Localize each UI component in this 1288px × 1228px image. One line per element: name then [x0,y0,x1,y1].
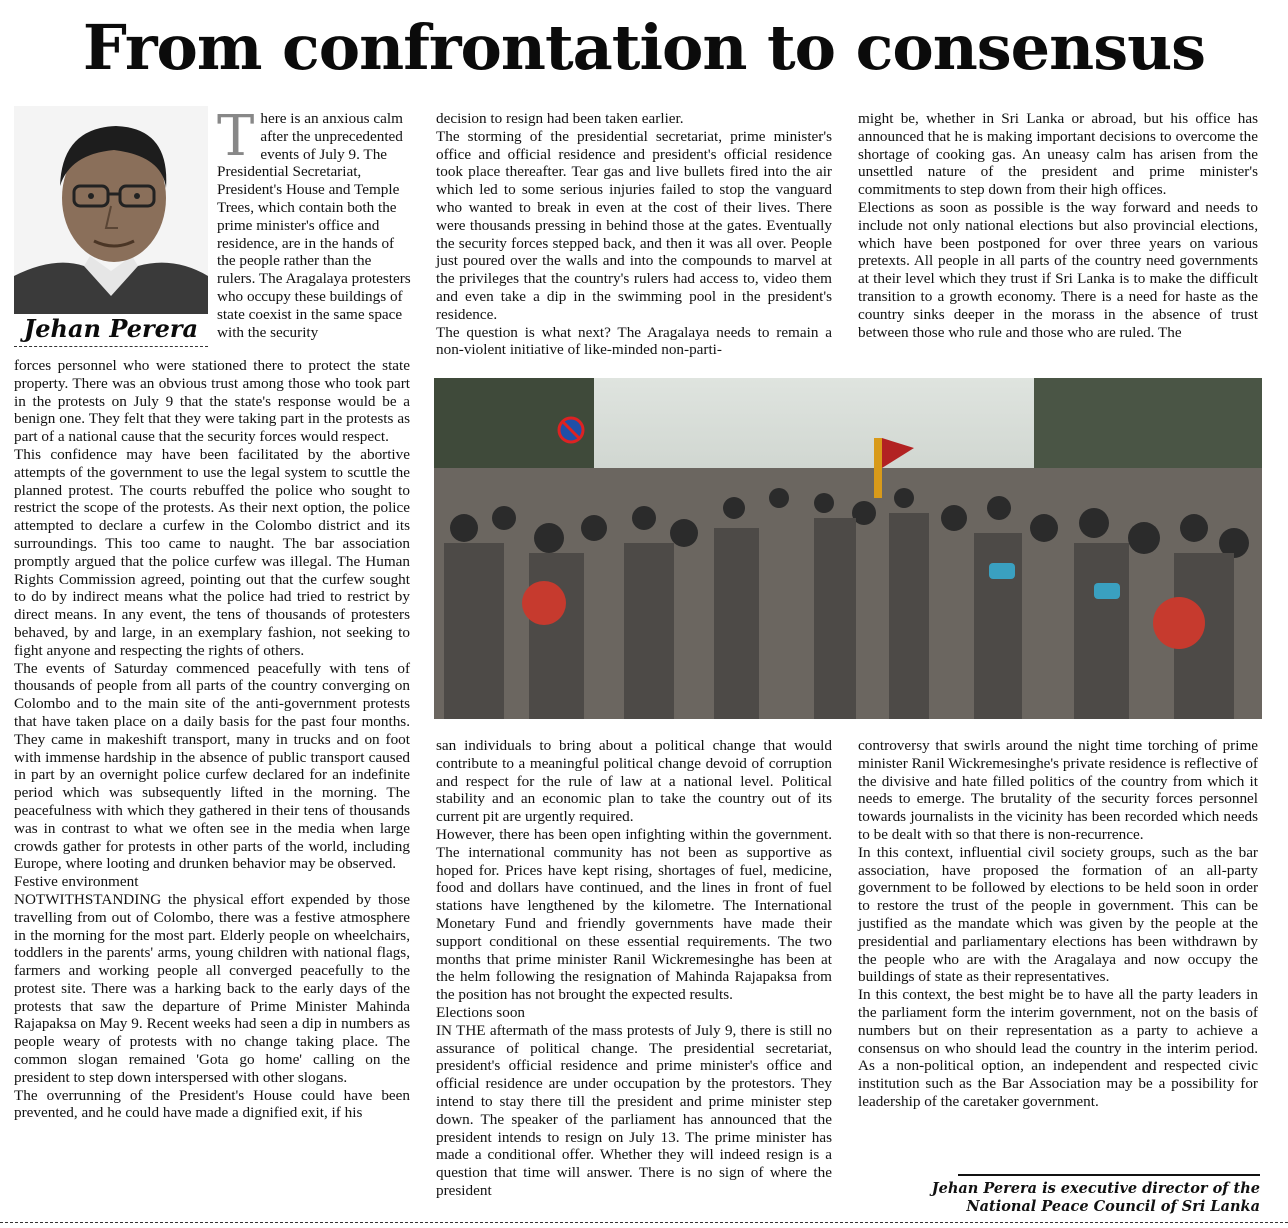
paragraph: NOTWITHSTANDING the physical effort expended by those travelling from out of Colombo, there was a festive atmosphere in the morning for the most part. Elderly people on wheelchairs, toddlers in the parents' arms, young children with national flags, farmers and working people all converged peacefully to the protest site. There was a harking back to the early days of the protests that saw the departure of Prime Minister Mahinda Rajapaksa on May 9. Recent weeks had seen a dip in numbers as people weary of protests with no change taking place. The common slogan remained 'Gota go home' calling on the president to step down interspersed with other slogans. [14,890,410,1086]
column-1 [14,357,410,1122]
headline: From confrontation to consensus [82,11,1206,84]
paragraph: This confidence may have been facilitated by the abortive attempts of the government to use the legal system to scuttle the planned protest. The courts rebuffed the police who sought to restrict the scope of the protests. As their next option, the police attempted to declare a curfew in the Colombo district and its surroundings. This too came to naught. The bar association promptly argued that the police curfew was illegal. The Human Rights Commission agreed, pointing out that the curfew sought to do by indirect means what the police had tried to restrict by direct means. In any event, the tens of thousands of protesters behaved, by and large, in an exemplary fashion, not seeking to fight anyone and respecting the rights of others. [14,445,410,659]
byline-divider [14,346,208,347]
paragraph: In this context, influential civil society groups, such as the bar association, have proposed the formation of an all-party government to be followed by elections to be held soon in order to restore the trust of the people in government. This can be justified as the mandate which was given by the people at the presidential and parliamentary elections has been withdrawn by the people who are with the Aragalaya and now occupy the buildings of state as their representatives. [858,843,1258,986]
paragraph: The overrunning of the President's House could have been prevented, and he could have made a dignified exit, if his [14,1086,410,1122]
paragraph: However, there has been open infighting within the government. The international community has not been as supportive as hoped for. Prices have kept rising, shortages of fuel, medicine, food and dollars have continued, and the lines in front of fuel stations have lengthened by the kilometre. The International Monetary Fund and friendly governments have made their support conditional on these essential requirements. The two months that prime minister Ranil Wickremesinghe has been at the helm following the resignation of Mahinda Rajapaksa from the position has not brought the expected results. [436,825,832,1004]
paragraph: The storming of the presidential secretariat, prime minister's office and official residence and president's official residence took place thereafter. Tear gas and live bullets fired into the air which led to some serious injuries failed to stop the vanguard who wanted to break in even at the cost of their lives. There were thousands pressing in behind those at the gates. Eventually the security forces stepped back, and then it was all over. People just poured over the walls and into the compounds to marvel at the privileges that the country's rulers had access to, video them and even take a dip in the swimming pool in the president's residence. [436,127,832,323]
footnote-line: National Peace Council of Sri Lanka [966,1198,1260,1215]
column-3-bottom [858,737,1258,1111]
paragraph: controversy that swirls around the night time torching of prime minister Ranil Wickremesinghe's private residence is reflective of the divisive and hate filled politics of the country from which it needs to emerge. The brutality of the security forces personnel towards journalists in the vicinity has been recorded which needs to be dealt with so that there is non-recurrence. [858,737,1258,843]
intro-text: here is an anxious calm after the unprecedented events of July 9. The Presidential Secretariat, President's House and Temple Trees, which contain both the prime minister's office and residence, are in the hands of the people rather than the rulers. The Aragalaya protesters who occupy these buildings of state coexist in the same space with the security [217,110,411,341]
column-3-top [858,110,1258,341]
paragraph: might be, whether in Sri Lanka or abroad, but his office has announced that he is making important decisions to overcome the shortage of cooking gas. An uneasy calm has arisen from the unsettled nature of the president and prime minister's commitments to step down from their high offices. [858,110,1258,199]
subheading-festive: Festive environment [14,873,139,891]
dropcap: T [217,104,255,169]
author-footnote [900,1180,1260,1216]
subheading-elections: Elections soon [436,1003,526,1021]
paragraph: san individuals to bring about a political change that would contribute to a meaningful political change devoid of corruption and respect for the rule of law at a national level. Political stability and an economic plan to take the country out of its current pit are urgently required. [436,737,832,826]
author-portrait-image [14,106,208,314]
page-bottom-divider [0,1222,1288,1223]
column-2-bottom [436,737,832,1200]
author-byline: Jehan Perera [23,314,199,343]
footnote-line: Jehan Perera is executive director of the [931,1180,1260,1197]
paragraph: The events of Saturday commenced peacefully with tens of thousands of people from all parts of the country converging on Colombo and to the main site of the anti-government protests that have taken place on a daily basis for the past four months. They came in makeshift transport, many in trucks and on foot with immense hardship in the absence of public transport caused in part by an overnight police curfew declared for an indefinite period which was subsequently lifted in the morning. The peacefulness with which they gathered in their tens of thousands was in contrast to what we often see in the media when large crowds gather for protests in other parts of the world, including Europe, where looting and drunken behavior may be observed. [14,659,410,873]
paragraph: The question is what next? The Aragalaya needs to remain a non-violent initiative of like-minded non-parti- [436,323,832,359]
paragraph: In this context, the best might be to have all the party leaders in the parliament form the interim government, not on the basis of numbers but on their representation as a party to achieve a consensus on who should lead the country in the interim period. As a non-political option, an independent and respected civic institution such as the Bar Association may be a possibility for leadership of the caretaker government. [858,986,1258,1110]
paragraph: IN THE aftermath of the mass protests of July 9, there is still no assurance of political change. The presidential secretariat, president's official residence and prime minister's office and official residence are under occupation by the protestors. They intend to stay there till the president and prime minister step down. The speaker of the parliament has announced that the president intends to resign on July 13. The prime minister has made a conditional offer. Whether they will indeed resign is a question that time will answer. There is no sign of where the president [436,1021,832,1199]
paragraph: forces personnel who were stationed there to protect the state property. There was an obvious trust among those who took part in the protests on July 9 that the state's response would be a benign one. They felt that they were taking part in the protests as part of a national cause that the security forces would respect. [14,357,410,446]
intro-paragraph [217,104,413,341]
paragraph: Elections as soon as possible is the way forward and needs to include not only national elections but also provincial elections, which have been postponed for over three years on various pretexts. All people in all parts of the country need governments at their level which they trust if Sri Lanka is to make the difficult transition to a growth economy. There is a need for haste as the country sinks deeper in the morass in the absence of trust between those who rule and those who are ruled. The [858,198,1258,341]
column-2-top [436,110,832,359]
paragraph: decision to resign had been taken earlier. [436,110,684,127]
footnote-divider [958,1174,1260,1176]
author-portrait [14,106,208,314]
crowd-photo-image [434,378,1262,719]
protest-crowd-photo [434,378,1262,719]
